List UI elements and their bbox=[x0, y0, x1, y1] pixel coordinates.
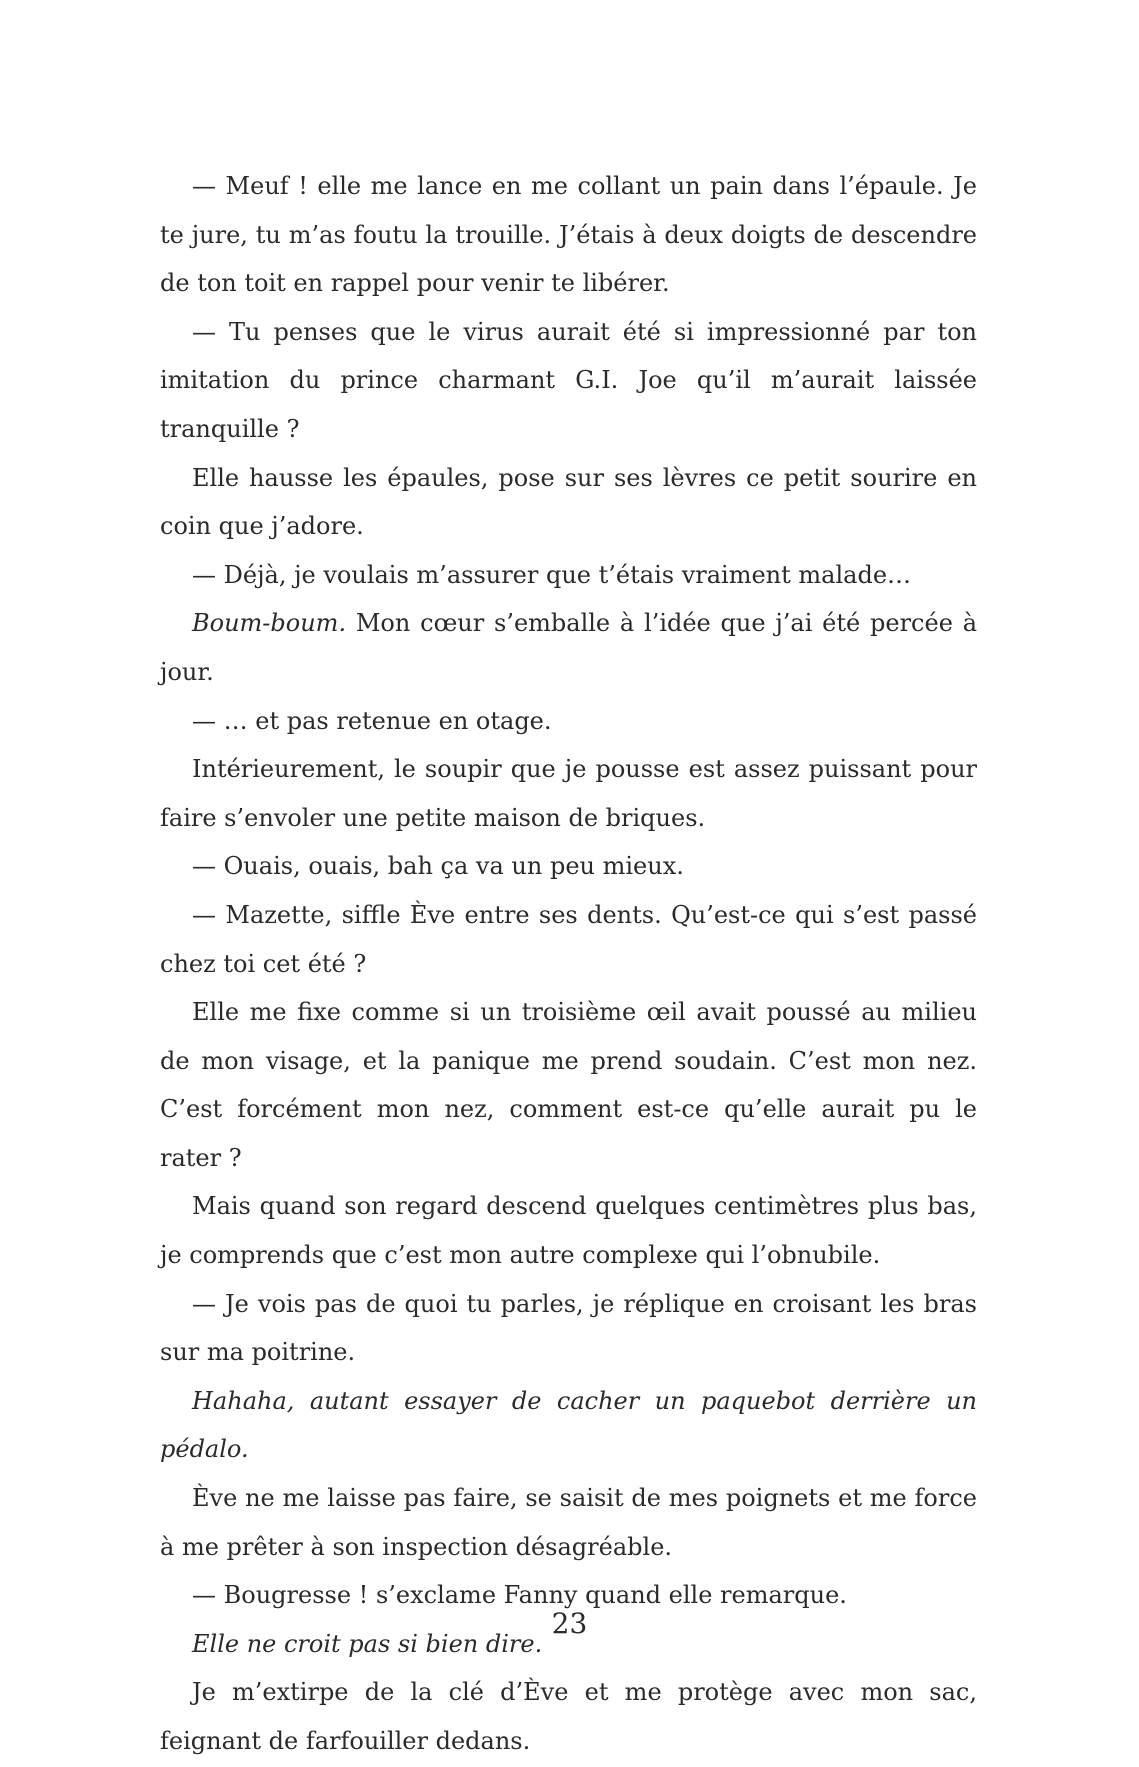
paragraph: Elle hausse les épaules, pose sur ses lèvres ce petit sourire en coin que j’adore. bbox=[160, 463, 977, 541]
paragraph: — … et pas retenue en otage. bbox=[192, 706, 552, 735]
paragraph: Elle me fixe comme si un troisième œil avait poussé au milieu de mon visage, et la panique me prend soudain. C’est mon nez. C’est forcément mon nez, comment est-ce qu’elle aurait pu le rater ? bbox=[160, 998, 977, 1172]
page-number: 23 bbox=[551, 1607, 588, 1640]
italic-text: Boum-boum. bbox=[192, 609, 347, 638]
paragraph: — Tu penses que le virus aurait été si impressionné par ton imitation du prince charmant G.I. Joe qu’il m’aurait laissée tranquille ? bbox=[160, 317, 977, 443]
paragraph bbox=[160, 599, 977, 696]
paragraph: — Déjà, je voulais m’assurer que t’étais vraiment malade… bbox=[192, 560, 912, 589]
paragraph-text: Mon cœur s’emballe à l’idée que j’ai été percée à jour. bbox=[160, 609, 977, 686]
paragraph: Intérieurement, le soupir que je pousse est assez puissant pour faire s’envoler une petite maison de briques. bbox=[160, 755, 977, 832]
paragraph: — Ouais, ouais, bah ça va un peu mieux. bbox=[192, 852, 684, 881]
paragraph: — Je vois pas de quoi tu parles, je réplique en croisant les bras sur ma poitrine. bbox=[160, 1289, 977, 1367]
paragraph-italic: Hahaha, autant essayer de cacher un paquebot derrière un pédalo. bbox=[160, 1386, 977, 1464]
paragraph: — Mazette, siffle Ève entre ses dents. Qu’est-ce qui s’est passé chez toi cet été ? bbox=[160, 900, 977, 978]
paragraph-italic: Elle ne croit pas si bien dire. bbox=[192, 1629, 543, 1658]
paragraph: — Meuf ! elle me lance en me collant un pain dans l’épaule. Je te jure, tu m’as foutu la trouille. J’étais à deux doigts de descendre de ton toit en rappel pour venir te libérer. bbox=[160, 172, 977, 298]
paragraph: — Bougresse ! s’exclame Fanny quand elle remarque. bbox=[192, 1581, 847, 1610]
body-text bbox=[160, 162, 977, 1766]
paragraph: Ève ne me laisse pas faire, se saisit de mes poignets et me force à me prêter à son inspection désagréable. bbox=[160, 1484, 977, 1561]
paragraph: Je m’extirpe de la clé d’Ève et me protège avec mon sac, feignant de farfouiller dedans. bbox=[160, 1678, 977, 1755]
paragraph: Mais quand son regard descend quelques centimètres plus bas, je comprends que c’est mon autre complexe qui l’obnubile. bbox=[160, 1192, 977, 1270]
